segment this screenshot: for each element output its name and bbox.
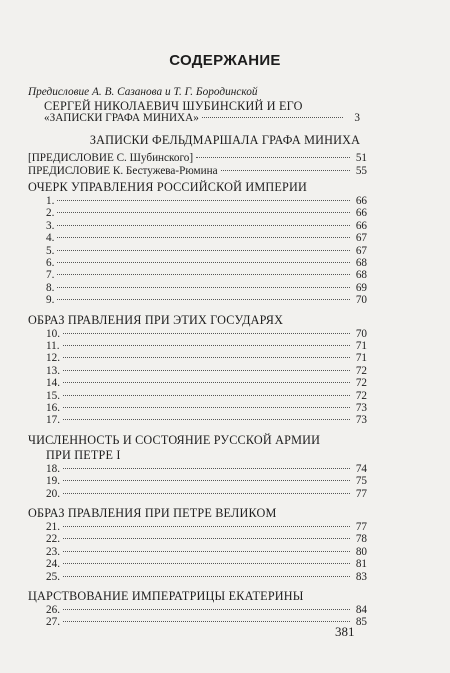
- dot-leader: [63, 609, 350, 610]
- toc-entry-label: 27.: [46, 616, 60, 629]
- toc-entry-page: 72: [355, 377, 367, 390]
- toc-entry-page: 3: [354, 112, 360, 124]
- section-title: ОБРАЗ ПРАВЛЕНИЯ ПРИ ЭТИХ ГОСУДАРЯХ: [28, 312, 284, 327]
- toc-entry-label: 9.: [46, 294, 55, 307]
- toc-entry-label: 16.: [46, 402, 60, 414]
- toc-entry-page: 69: [355, 281, 367, 294]
- toc-entry-label: 8.: [46, 281, 55, 294]
- toc-entry-label: 17.: [46, 414, 60, 427]
- dot-leader: [57, 212, 350, 213]
- toc-entry-label: 11.: [46, 340, 60, 352]
- toc-entry-chapter: [46, 328, 367, 340]
- dot-leader: [63, 563, 350, 564]
- toc-entry-chapter: [46, 365, 367, 377]
- toc-entry-chapter: [46, 269, 367, 281]
- toc-entry-chapter: [46, 402, 367, 414]
- toc-entry-chapter: [46, 282, 367, 294]
- toc-entry-chapter: [46, 571, 367, 583]
- dot-leader: [63, 407, 350, 408]
- toc-entry-label: 10.: [46, 327, 60, 340]
- toc-entry-chapter: [46, 546, 367, 558]
- preface-author: Предисловие А. В. Сазанова и Т. Г. Бородинской: [28, 86, 258, 98]
- contents-heading: СОДЕРЖАНИЕ: [169, 52, 281, 69]
- section-title: ПРИ ПЕТРЕ I: [46, 447, 121, 462]
- toc-entry-page: 66: [355, 207, 367, 220]
- dot-leader: [196, 157, 350, 158]
- toc-entry-label: 26.: [46, 604, 60, 616]
- dot-leader: [63, 538, 350, 539]
- toc-entry-page: 71: [355, 340, 367, 352]
- toc-entry-label: 15.: [46, 389, 60, 402]
- dot-leader: [57, 262, 350, 263]
- toc-entry-label: 3.: [46, 219, 55, 232]
- toc-entry-page: 66: [355, 219, 367, 232]
- toc-entry-chapter: [46, 533, 367, 545]
- toc-entry-preface: [44, 112, 360, 124]
- toc-entry-page: 70: [355, 327, 367, 340]
- dot-leader: [63, 382, 350, 383]
- toc-entry-page: 73: [355, 414, 367, 427]
- toc-entry-page: 84: [355, 604, 367, 616]
- dot-leader: [63, 480, 350, 481]
- toc-entry-page: 77: [355, 521, 367, 533]
- toc-entry-chapter: [46, 352, 367, 364]
- toc-entry-chapter: [46, 604, 367, 616]
- toc-entry-chapter: [46, 220, 367, 232]
- toc-entry-page: 68: [355, 257, 367, 269]
- dot-leader: [57, 225, 350, 226]
- toc-entry-label: 18.: [46, 462, 60, 475]
- toc-entry-chapter: [46, 475, 367, 487]
- page-number: 381: [335, 624, 355, 639]
- toc-entry-page: 67: [355, 244, 367, 257]
- toc-entry-label: 1.: [46, 195, 55, 207]
- toc-entry-intro: [28, 165, 367, 177]
- toc-entry-page: 80: [355, 545, 367, 558]
- toc-entry-chapter: [46, 232, 367, 244]
- toc-entry-chapter: [46, 207, 367, 219]
- toc-entry-label: 24.: [46, 558, 60, 571]
- dot-leader: [63, 357, 350, 358]
- toc-entry-chapter: [46, 414, 367, 426]
- dot-leader: [57, 200, 350, 201]
- toc-entry-chapter: [46, 377, 367, 389]
- toc-entry-page: 81: [355, 558, 367, 571]
- section-title: ОБРАЗ ПРАВЛЕНИЯ ПРИ ПЕТРЕ ВЕЛИКОМ: [28, 506, 277, 520]
- dot-leader: [63, 333, 350, 334]
- toc-entry-label: 12.: [46, 352, 60, 365]
- toc-entry-page: 75: [355, 475, 367, 488]
- toc-entry-page: 51: [355, 152, 367, 164]
- toc-entry-page: 73: [355, 402, 367, 414]
- toc-entry-page: 78: [355, 533, 367, 546]
- toc-entry-page: 83: [355, 570, 367, 583]
- toc-entry-label: 23.: [46, 545, 60, 558]
- dot-leader: [63, 621, 350, 622]
- toc-entry-label: 5.: [46, 244, 55, 257]
- toc-entry-page: 66: [355, 195, 367, 207]
- section-title: ЧИСЛЕННОСТЬ И СОСТОЯНИЕ РУССКОЙ АРМИИ: [28, 432, 321, 447]
- toc-entry-label: 7.: [46, 269, 55, 282]
- toc-entry-chapter: [46, 521, 367, 533]
- toc-entry-label: 25.: [46, 570, 60, 583]
- toc-entry-page: 67: [355, 232, 367, 245]
- toc-entry-label: [ПРЕДИСЛОВИЕ С. Шубинского]: [28, 152, 194, 164]
- dot-leader: [63, 395, 350, 396]
- toc-entry-chapter: [46, 245, 367, 257]
- toc-entry-chapter: [46, 488, 367, 500]
- dot-leader: [57, 287, 350, 288]
- toc-entry-label: «ЗАПИСКИ ГРАФА МИНИХА»: [44, 112, 199, 124]
- dot-leader: [202, 117, 343, 118]
- toc-entry-label: 13.: [46, 364, 60, 377]
- toc-entry-label: 2.: [46, 207, 55, 220]
- toc-entry-chapter: [46, 558, 367, 570]
- dot-leader: [57, 274, 350, 275]
- dot-leader: [63, 468, 350, 469]
- part-title: ЗАПИСКИ ФЕЛЬДМАРШАЛА ГРАФА МИНИХА: [89, 133, 361, 147]
- toc-entry-label: 19.: [46, 475, 60, 488]
- dot-leader: [63, 370, 350, 371]
- toc-entry-label: 14.: [46, 377, 60, 390]
- toc-entry-page: 55: [355, 165, 367, 177]
- dot-leader: [63, 345, 350, 346]
- toc-entry-label: 21.: [46, 521, 60, 533]
- toc-entry-label: 20.: [46, 487, 60, 500]
- toc-entry-label: 6.: [46, 257, 55, 269]
- preface-title-line-1: СЕРГЕЙ НИКОЛАЕВИЧ ШУБИНСКИЙ И ЕГО: [44, 99, 303, 113]
- toc-entry-chapter: [46, 257, 367, 269]
- toc-entry-label: 22.: [46, 533, 60, 546]
- dot-leader: [63, 493, 350, 494]
- toc-entry-chapter: [46, 340, 367, 352]
- toc-entry-page: 74: [355, 462, 367, 475]
- toc-entry-page: 68: [355, 269, 367, 282]
- toc-entry-intro: [28, 152, 367, 164]
- toc-entry-chapter: [46, 616, 367, 628]
- dot-leader: [221, 170, 350, 171]
- dot-leader: [63, 551, 350, 552]
- toc-entry-page: 77: [355, 487, 367, 500]
- section-title: ОЧЕРК УПРАВЛЕНИЯ РОССИЙСКОЙ ИМПЕРИИ: [28, 180, 308, 194]
- toc-entry-chapter: [46, 294, 367, 306]
- toc-entry-chapter: [46, 195, 367, 207]
- toc-entry-page: 85: [355, 616, 367, 629]
- toc-entry-page: 71: [355, 352, 367, 365]
- toc-entry-page: 72: [355, 364, 367, 377]
- toc-entry-label: 4.: [46, 232, 55, 245]
- toc-entry-page: 70: [355, 294, 367, 307]
- section-title: ЦАРСТВОВАНИЕ ИМПЕРАТРИЦЫ ЕКАТЕРИНЫ: [28, 589, 304, 603]
- dot-leader: [57, 250, 350, 251]
- toc-entry-label: ПРЕДИСЛОВИЕ К. Бестужева-Рюмина: [28, 165, 218, 177]
- dot-leader: [57, 299, 350, 300]
- toc-entry-chapter: [46, 463, 367, 475]
- toc-entry-chapter: [46, 390, 367, 402]
- dot-leader: [63, 419, 350, 420]
- toc-entry-page: 72: [355, 389, 367, 402]
- dot-leader: [63, 526, 350, 527]
- dot-leader: [63, 576, 350, 577]
- dot-leader: [57, 237, 350, 238]
